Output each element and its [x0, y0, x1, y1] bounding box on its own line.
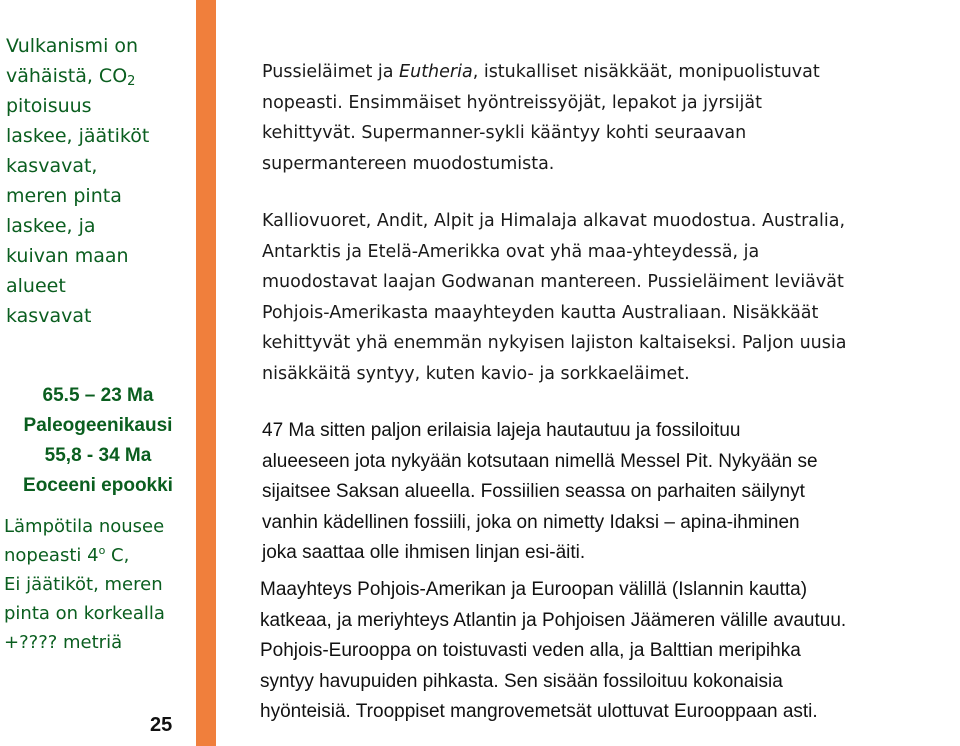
text-line: alueeseen jota nykyään kotsutaan nimellä Messel Pit. Nykyään se [262, 450, 818, 472]
period-line: Eoceeni epookki [23, 475, 173, 496]
text-line: katkeaa, ja meriyhteys Atlantin ja Pohjoisen Jäämeren välille avautuu. [260, 609, 847, 631]
text-line: kehittyvät. Supermanner-sykli kääntyy kohti seuraavan [262, 123, 747, 143]
text-line: sijaitsee Saksan alueella. Fossiilien seassa on parhaiten säilynyt [262, 481, 805, 502]
text-line: joka saattaa olle ihmisen linjan esi-äiti. [262, 542, 586, 563]
climate-description [6, 31, 192, 331]
text-line: Pohjois-Eurooppa on toistuvasti veden alla, ja Balttian meripihka [260, 640, 801, 661]
temp-line: +???? metriä [4, 632, 123, 653]
text-line: muodostavat laajan Godwanan mantereen. Pussieläiment leviävät [262, 272, 844, 292]
accent-divider-bar [196, 0, 216, 746]
text-line: syntyy havupuiden pihkasta. Sen sisään fossiloituu kokonaisia [260, 670, 783, 692]
paragraph-marsupials [262, 57, 954, 179]
climate-line: meren pinta [6, 185, 122, 207]
climate-line: kuivan maan [6, 245, 129, 267]
text-line: nisäkkäitä syntyy, kuten kavio- ja sorkkaeläimet. [262, 363, 690, 384]
paragraph-mountains [262, 206, 954, 389]
climate-line: pitoisuus [6, 95, 92, 117]
text-segment: , istukalliset nisäkkäät, monipuolistuvat [472, 62, 820, 82]
temperature-description [4, 512, 194, 657]
temp-line: pinta on korkealla [4, 603, 165, 624]
temp-line: Lämpötila nousee [4, 516, 165, 537]
degree-superscript: o [98, 544, 106, 557]
period-line: 55,8 - 34 Ma [44, 445, 152, 466]
climate-line: laskee, jäätiköt [6, 125, 150, 147]
paragraph-messel-pit [262, 416, 954, 569]
period-line: Paleogeenikausi [23, 415, 173, 436]
text-line: nopeasti. Ensimmäiset hyöntreissyöjät, lepakot ja jyrsijät [262, 92, 762, 113]
temp-line-post: C, [105, 545, 130, 566]
text-line: 47 Ma sitten paljon erilaisia lajeja hautautuu ja fossiloituu [262, 420, 741, 441]
temp-line: Ei jäätiköt, meren [4, 574, 163, 595]
text-line: hyönteisiä. Trooppiset mangrovemetsät ulottuvat Eurooppaan asti. [260, 701, 818, 722]
text-segment: Pussieläimet ja [262, 62, 400, 82]
text-line [262, 57, 954, 88]
climate-line: vähäistä, CO [6, 65, 128, 87]
text-line: supermantereen muodostumista. [262, 153, 555, 174]
climate-line: kasvavat [6, 305, 92, 327]
text-line: Maayhteys Pohjois-Amerikan ja Euroopan välillä (Islannin kautta) [260, 579, 808, 600]
co2-subscript: 2 [127, 74, 136, 89]
climate-line: kasvavat, [6, 155, 98, 177]
temp-line-pre: nopeasti 4 [4, 545, 99, 566]
page-number: 25 [150, 714, 173, 736]
climate-line: alueet [6, 275, 66, 297]
climate-line: Vulkanismi on [6, 35, 139, 57]
text-line: Antarktis ja Etelä-Amerikka ovat yhä maa-yhteydessä, ja [262, 241, 760, 262]
text-line: kehittyvät yhä enemmän nykyisen lajiston kaltaiseksi. Paljon uusia [262, 333, 847, 353]
italic-term: Eutheria [399, 62, 473, 82]
climate-line-co2 [6, 61, 192, 91]
paragraph-land-bridge [260, 575, 956, 728]
climate-line: laskee, ja [6, 215, 96, 237]
period-heading [0, 381, 196, 501]
sidebar [0, 0, 196, 746]
period-line: 65.5 – 23 Ma [42, 385, 154, 406]
text-line: Kalliovuoret, Andit, Alpit ja Himalaja alkavat muodostua. Australia, [262, 211, 846, 231]
text-line: Pohjois-Amerikasta maayhteyden kautta Australiaan. Nisäkkäät [262, 302, 819, 323]
text-line: vanhin kädellinen fossiili, joka on nimetty Idaksi – apina-ihminen [262, 511, 800, 533]
temp-line-degree [4, 541, 194, 570]
